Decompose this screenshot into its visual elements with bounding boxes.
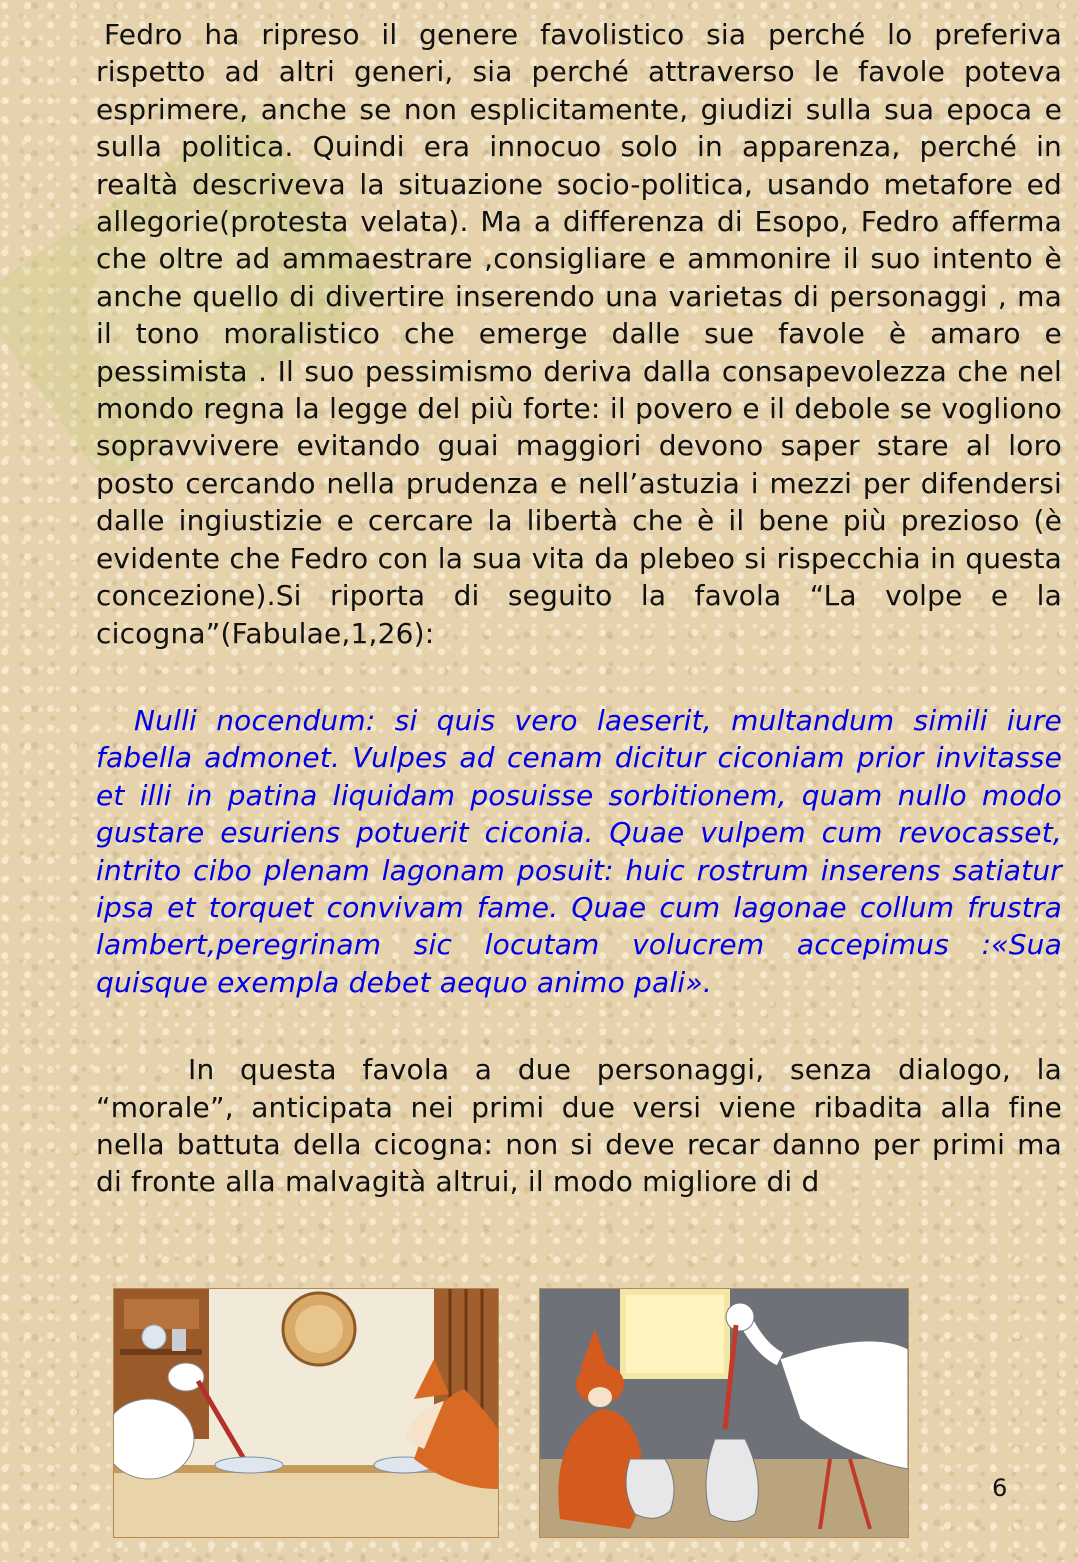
commentary-paragraph: In questa favola a due personaggi, senza dialogo, la “morale”, anticipata nei primi due versi viene ribadita alla fine nella battuta della cicogna: non si deve recar danno per primi ma di fronte alla malvagità altrui, il modo migliore di d — [96, 1053, 1062, 1199]
intro-paragraph: Fedro ha ripreso il genere favolistico sia perché lo preferiva rispetto ad altri generi, sia perché attraverso le favole poteva esprimere, anche se non esplicitamente, giudizi sulla sua epoca e sulla politica. Quindi era innocuo solo in apparenza, perché in realtà descriveva la situazione socio-politica, usando metafore ed allegorie(protesta velata). Ma a differenza di Esopo, Fedro afferma che oltre ad ammaestrare ,consigliare e ammonire il suo intento è anche quello di divertire inserendo una varietas di personaggi , ma il tono moralistico che emerge dalle sue favole è amaro e pessimista . Il suo pessimismo deriva dalla consapevolezza che nel mondo regna la legge del più forte: il povero e il debole se vogliono sopravvivere evitando guai maggiori devono saper stare al loro posto cercando nella prudenza e nell’astuzia i mezzi per difendersi dalle ingiustizie e cercare la libertà che è il bene più prezioso (è evidente che Fedro con la sua vita da plebeo si rispecchia in questa concezione).Si riporta di seguito la favola “La volpe e la cicogna”(Fabulae,1,26): — [96, 18, 1062, 650]
latin-fable-text: Nulli nocendum: si quis vero laeserit, multandum simili iure fabella admonet. Vulpes ad cenam dicitur ciconiam prior invitasse et illi in patina liquidam posuisse sorbitionem, quam nullo modo gustare esuriens potuerit ciconia. Quae vulpem cum revocasset, intrito cibo plenam lagonam posuit: huic rostrum inserens satiatur ipsa et torquet convivam fame. Quae cum lagonae collum frustra lambert,peregrinam sic locutam volucrem accepimus :«Sua quisque exempla debet aequo animo pali». — [96, 703, 1062, 999]
page-number: 6 — [992, 1474, 1008, 1502]
fable-illustration-stork-jug — [539, 1288, 909, 1538]
fable-illustration-fox-serving-plate — [113, 1288, 499, 1538]
document-body — [96, 16, 1062, 1201]
